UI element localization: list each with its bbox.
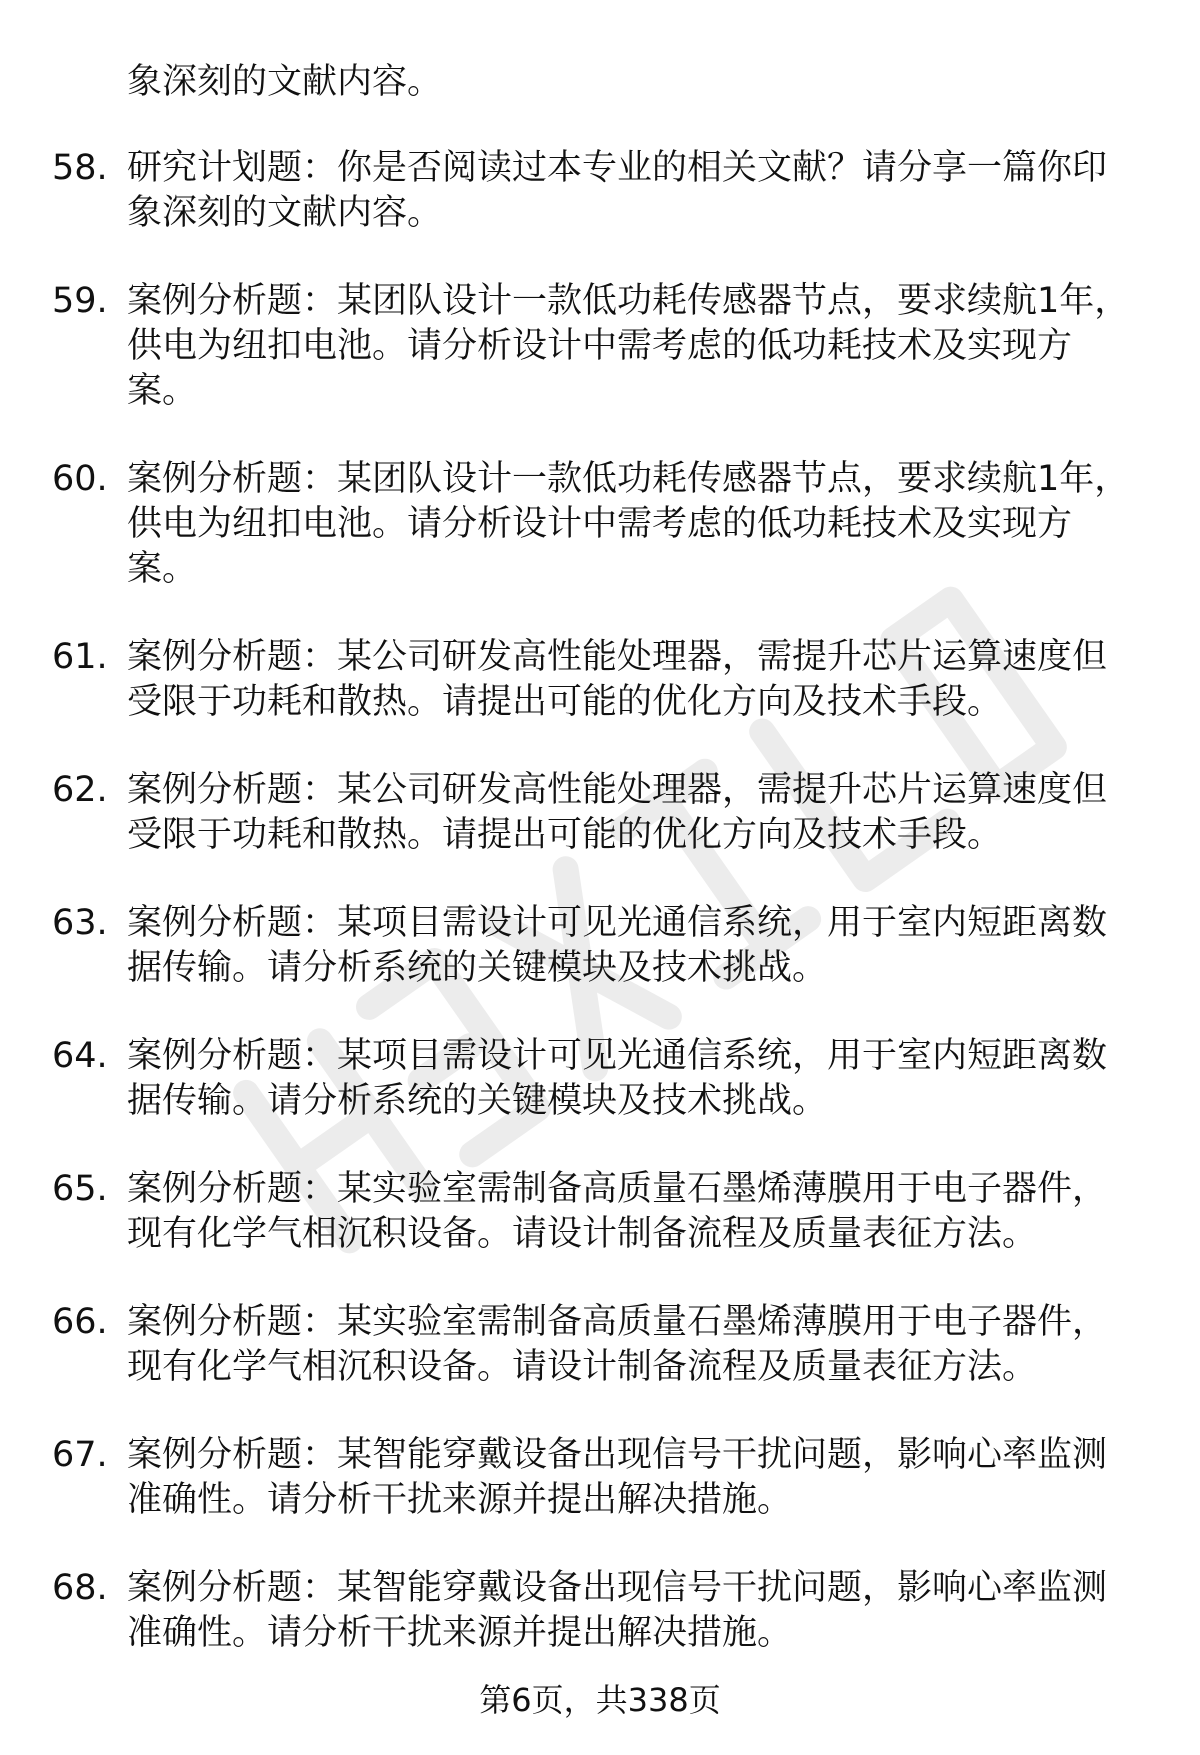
- question-item: [0, 1433, 1200, 1523]
- continuation-text: 象深刻的文献内容。: [127, 62, 443, 102]
- question-number: 68.: [52, 1568, 108, 1608]
- question-number: 59.: [52, 281, 108, 321]
- question-text: 案例分析题：某项目需设计可见光通信系统，用于室内短距离数据传输。请分析系统的关键模块及技术挑战。: [127, 903, 1108, 988]
- question-list: [0, 146, 1200, 1699]
- question-item: [0, 901, 1200, 991]
- question-item: [0, 457, 1200, 592]
- question-number: 62.: [52, 770, 108, 810]
- question-number: 67.: [52, 1435, 108, 1475]
- question-item: [0, 1300, 1200, 1390]
- question-text: 案例分析题：某实验室需制备高质量石墨烯薄膜用于电子器件，现有化学气相沉积设备。请设计制备流程及质量表征方法。: [127, 1302, 1108, 1387]
- question-text: 案例分析题：某项目需设计可见光通信系统，用于室内短距离数据传输。请分析系统的关键模块及技术挑战。: [127, 1036, 1108, 1121]
- question-text: 案例分析题：某智能穿戴设备出现信号干扰问题，影响心率监测准确性。请分析干扰来源并提出解决措施。: [127, 1568, 1108, 1653]
- question-text: 案例分析题：某实验室需制备高质量石墨烯薄膜用于电子器件，现有化学气相沉积设备。请设计制备流程及质量表征方法。: [127, 1169, 1108, 1254]
- page-footer: 第6页，共338页: [479, 1681, 721, 1719]
- question-number: 64.: [52, 1036, 108, 1076]
- question-item: [0, 279, 1200, 414]
- question-item: [0, 1034, 1200, 1124]
- question-text: 研究计划题：你是否阅读过本专业的相关文献？请分享一篇你印象深刻的文献内容。: [127, 148, 1108, 233]
- question-number: 65.: [52, 1169, 108, 1209]
- question-number: 60.: [52, 459, 108, 499]
- question-text: 案例分析题：某公司研发高性能处理器，需提升芯片运算速度但受限于功耗和散热。请提出可能的优化方向及技术手段。: [127, 637, 1108, 722]
- question-text: 案例分析题：某团队设计一款低功耗传感器节点，要求续航1年，供电为纽扣电池。请分析设计中需考虑的低功耗技术及实现方案。: [127, 459, 1130, 589]
- question-text: 案例分析题：某智能穿戴设备出现信号干扰问题，影响心率监测准确性。请分析干扰来源并提出解决措施。: [127, 1435, 1108, 1520]
- question-item: [0, 146, 1200, 236]
- question-text: 案例分析题：某公司研发高性能处理器，需提升芯片运算速度但受限于功耗和散热。请提出可能的优化方向及技术手段。: [127, 770, 1108, 855]
- question-number: 63.: [52, 903, 108, 943]
- question-item: [0, 1167, 1200, 1257]
- question-number: 66.: [52, 1302, 108, 1342]
- question-item: [0, 1566, 1200, 1656]
- question-number: 58.: [52, 148, 108, 188]
- question-item: [0, 768, 1200, 858]
- question-number: 61.: [52, 637, 108, 677]
- question-text: 案例分析题：某团队设计一款低功耗传感器节点，要求续航1年，供电为纽扣电池。请分析设计中需考虑的低功耗技术及实现方案。: [127, 281, 1130, 411]
- question-item: [0, 635, 1200, 725]
